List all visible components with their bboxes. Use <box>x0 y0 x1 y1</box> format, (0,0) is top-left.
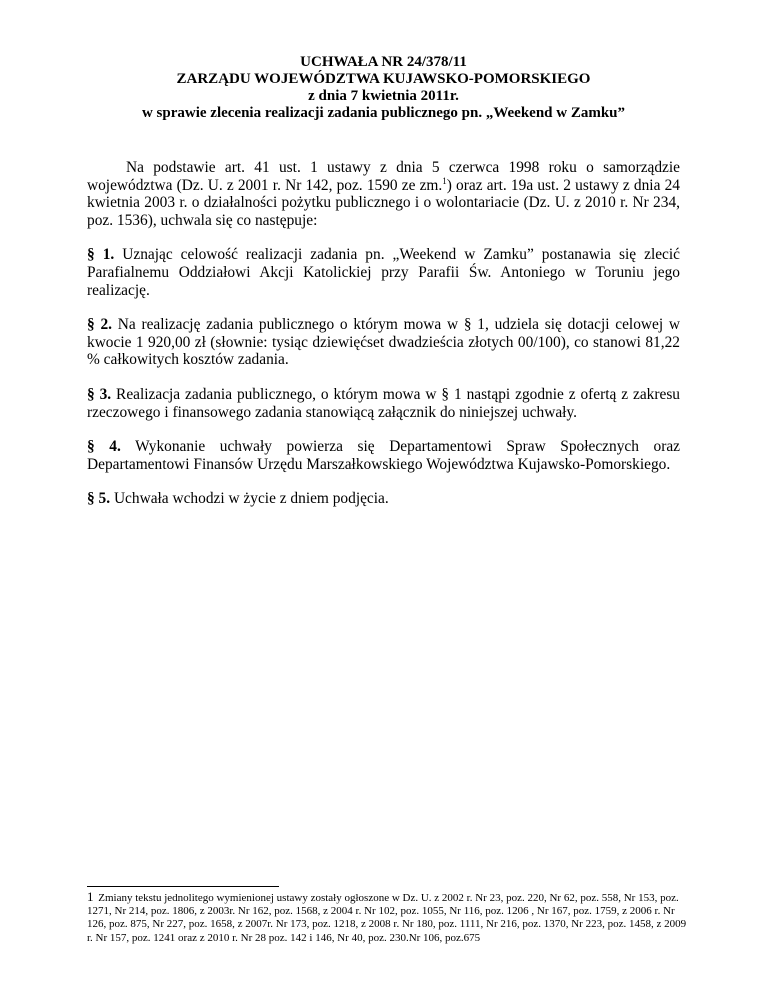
section-4-label: § 4. <box>87 438 121 456</box>
section-1 <box>87 246 680 299</box>
resolution-number: UCHWAŁA NR 24/378/11 <box>300 54 467 70</box>
footnote <box>87 889 687 945</box>
resolution-subject: w sprawie zlecenia realizacji zadania publicznego pn. „Weekend w Zamku” <box>141 105 626 121</box>
legal-basis-text-1: Na podstawie art. 41 ust. 1 ustawy z dnia 5 czerwca 1998 roku o samorządzie województwa (Dz. U. z 2001 r. Nr 142, poz. 1590 ze zm. <box>87 159 680 194</box>
legal-basis-paragraph <box>87 159 680 229</box>
section-4 <box>87 438 680 473</box>
footnote-divider <box>87 886 279 887</box>
section-5-label: § 5. <box>87 490 111 508</box>
document-body <box>87 54 680 508</box>
section-3-label: § 3. <box>87 385 112 403</box>
footnote-reference: 1 <box>442 175 447 186</box>
resolution-date: z dnia 7 kwietnia 2011r. <box>308 88 459 104</box>
section-2 <box>87 316 680 369</box>
section-3-text: Realizacja zadania publicznego, o którym mowa w § 1 nastąpi zgodnie z ofertą z zakresu rzeczowego i finansowego zadania stanowiącą załącznik do niniejszej uchwały. <box>87 385 681 421</box>
issuing-body: ZARZĄDU WOJEWÓDZTWA KUJAWSKO-POMORSKIEGO <box>176 71 591 87</box>
legal-basis-text-2: ) oraz art. 19a ust. 2 ustawy z dnia 24 kwietnia 2003 r. o działalności pożytku publicznego i o wolontariacie (Dz. U. z 2010 r. Nr 234, poz. 1536), uchwala się co następuje: <box>87 176 680 229</box>
section-4-text: Wykonanie uchwały powierza się Departamentowi Spraw Społecznych oraz Departamentowi Finansów Urzędu Marszałkowskiego Województwa Kujawsko-Pomorskiego. <box>87 438 680 473</box>
section-3 <box>87 386 680 421</box>
section-5-text: Uchwała wchodzi w życie z dniem podjęcia. <box>110 490 389 508</box>
section-1-text: Uznając celowość realizacji zadania pn. „Weekend w Zamku” postanawia się zlecić Parafialnemu Oddziałowi Akcji Katolickiej przy Parafii Św. Antoniego w Toruniu jego realizację. <box>87 246 680 299</box>
footnote-mark: 1 <box>87 889 94 904</box>
section-5 <box>87 490 680 508</box>
footnote-text: Zmiany tekstu jednolitego wymienionej ustawy zostały ogłoszone w Dz. U. z 2002 r. Nr 23, poz. 220, Nr 62, poz. 558, Nr 153, poz. 1271, Nr 214, poz. 1806, z 2003r. Nr 162, poz. 1568, z 2004 r. Nr 102, poz. 1055, Nr 116, poz. 1206 , Nr 167, poz. 1759, z 2006 r. Nr 126, poz. 875, Nr 227, poz. 1658, z 2007r. Nr 173, poz. 1218, z 2008 r. Nr 180, poz. 1111, Nr 216, poz. 1370, Nr 223, poz. 1458, z 2009 r. Nr 157, poz. 1241 oraz z 2010 r. Nr 28 poz. 142 i 146, Nr 40, poz. 230.Nr 106, poz.675 <box>87 892 687 944</box>
document-title <box>87 54 680 122</box>
section-1-label: § 1. <box>87 246 115 264</box>
section-2-text: Na realizację zadania publicznego o którym mowa w § 1, udziela się dotacji celowej w kwocie 1 920,00 zł (słownie: tysiąc dziewięćset dwadzieścia złotych 00/100), co stanowi 81,22 % całkowitych kosztów zadania. <box>87 316 680 369</box>
section-2-label: § 2. <box>87 316 112 334</box>
